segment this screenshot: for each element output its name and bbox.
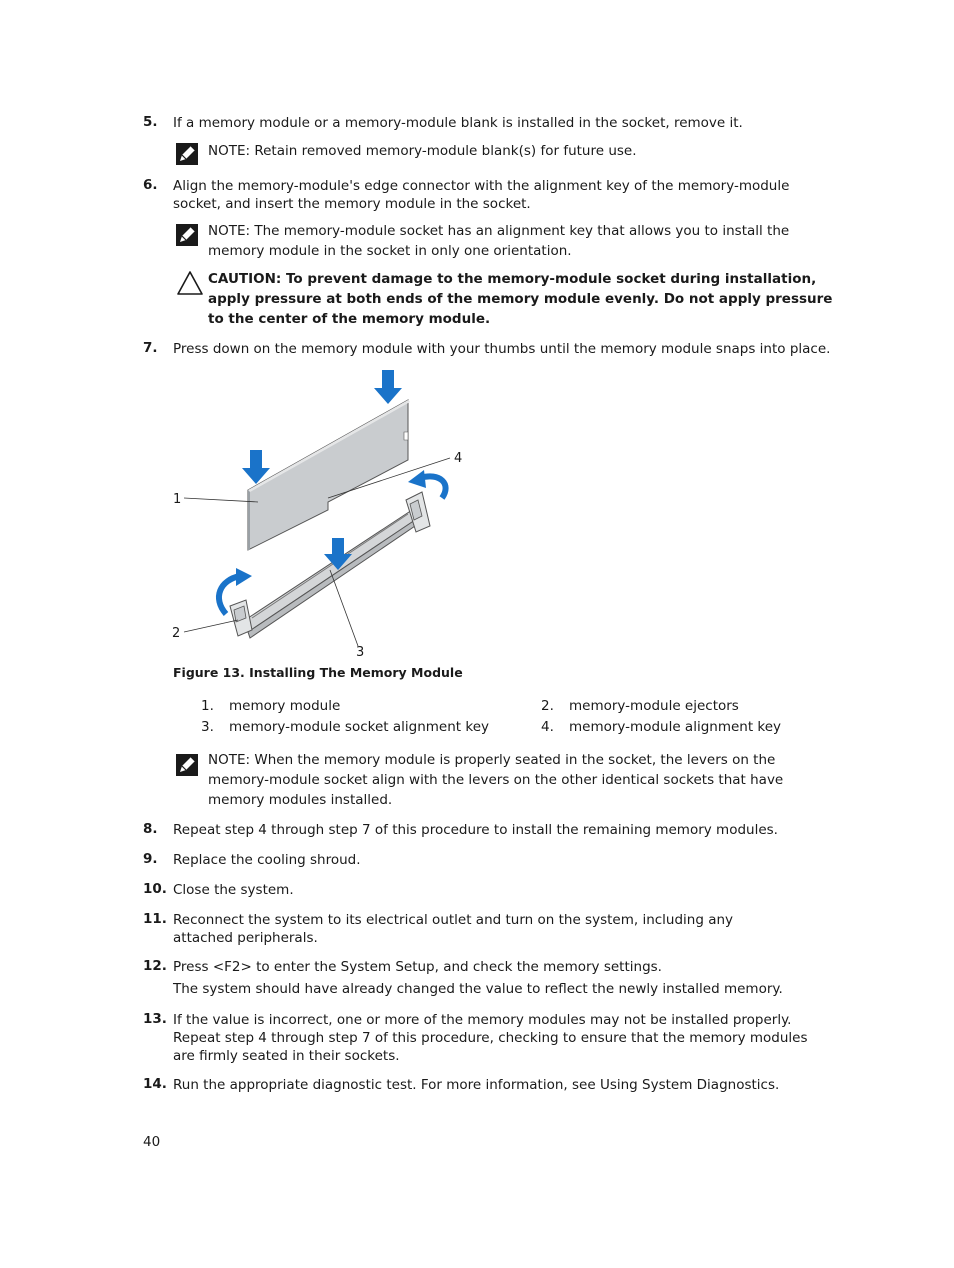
note-label: NOTE: <box>208 143 251 159</box>
note-text <box>208 221 840 261</box>
legend-label: memory module <box>229 698 341 714</box>
legend-number: 3. <box>201 719 214 735</box>
note-text <box>208 750 840 810</box>
caution-triangle-icon <box>176 270 204 296</box>
step-text: Run the appropriate diagnostic test. For more information, see Using System Diagnostics. <box>173 1077 780 1093</box>
step-number: 10. <box>143 881 167 897</box>
legend-label: memory-module alignment key <box>569 719 782 735</box>
legend-label: memory-module ejectors <box>569 698 739 714</box>
step-followup-text: The system should have already changed the value to reflect the newly installed memory. <box>173 981 783 997</box>
caution-text: CAUTION: To prevent damage to the memory-module socket during installation, apply pressure at both ends of the memory module evenly. Do not apply pressure to the center of the memory module. <box>208 271 833 327</box>
legend-item <box>201 698 340 714</box>
callout-2: 2 <box>172 626 181 641</box>
note-body: When the memory module is properly seated in the socket, the levers on the memory-module socket align with the levers on the other identical sockets that have memory modules installed. <box>208 752 784 808</box>
legend-label: memory-module socket alignment key <box>229 719 489 735</box>
step-number: 8. <box>143 821 158 837</box>
step-number: 6. <box>143 177 158 193</box>
step-text: Repeat step 4 through step 7 of this procedure to install the remaining memory modules. <box>173 822 778 838</box>
step-text: If a memory module or a memory-module blank is installed in the socket, remove it. <box>173 115 743 131</box>
memory-module-illustration <box>160 360 480 660</box>
note-text <box>208 141 840 161</box>
legend-item <box>541 698 739 714</box>
figure-caption: Figure 13. Installing The Memory Module <box>173 665 463 680</box>
step-text: If the value is incorrect, one or more of the memory modules may not be installed properly. Repeat step 4 through step 7 of this procedure, checking to ensure that the memory modules are firmly seated in their sockets. <box>173 1012 808 1064</box>
note-body: Retain removed memory-module blank(s) for future use. <box>250 143 637 159</box>
legend-item <box>201 719 489 735</box>
callout-4: 4 <box>454 451 463 466</box>
step-text: Press down on the memory module with your thumbs until the memory module snaps into place. <box>173 341 831 357</box>
step-number: 5. <box>143 114 158 130</box>
note-body: The memory-module socket has an alignment key that allows you to install the memory module in the socket in only one orientation. <box>208 223 790 259</box>
step-text: Close the system. <box>173 882 294 898</box>
step-text: Press <F2> to enter the System Setup, and check the memory settings. <box>173 959 662 975</box>
legend-number: 4. <box>541 719 554 735</box>
callout-1: 1 <box>173 492 182 507</box>
step-number: 13. <box>143 1011 167 1027</box>
legend-item <box>541 719 781 735</box>
step-text: Align the memory-module's edge connector with the alignment key of the memory-module socket, and insert the memory module in the socket. <box>173 178 790 212</box>
note-icon <box>176 224 198 246</box>
step-text: Reconnect the system to its electrical outlet and turn on the system, including any attached peripherals. <box>173 912 734 946</box>
step-number: 14. <box>143 1076 167 1092</box>
note-label: NOTE: <box>208 752 251 768</box>
step-number: 7. <box>143 340 158 356</box>
note-icon <box>176 143 198 165</box>
step-number: 9. <box>143 851 158 867</box>
note-label: NOTE: <box>208 223 251 239</box>
step-number: 11. <box>143 911 167 927</box>
legend-number: 2. <box>541 698 554 714</box>
step-text: Replace the cooling shroud. <box>173 852 361 868</box>
legend-number: 1. <box>201 698 214 714</box>
step-number: 12. <box>143 958 167 974</box>
callout-3: 3 <box>356 645 365 660</box>
note-icon <box>176 754 198 776</box>
page-number: 40 <box>143 1134 161 1150</box>
